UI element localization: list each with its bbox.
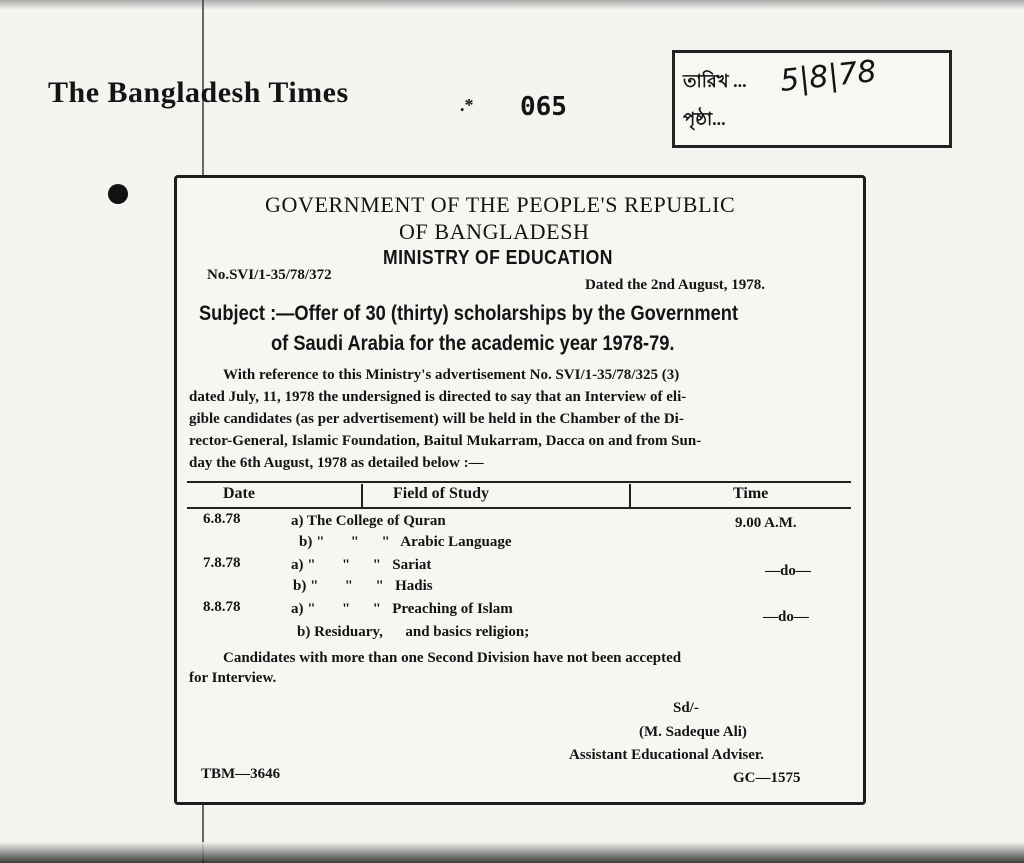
stamp-page-label: পৃষ্ঠা... [683,109,726,129]
row-field: b) " " " Arabic Language [299,534,512,550]
row-field: a) " " " Preaching of Islam [291,601,513,617]
note-line: Candidates with more than one Second Division have not been accepted [223,650,682,666]
page-number: 065 [520,92,567,122]
table-column-divider [629,484,631,508]
row-time: —do— [763,609,809,625]
notice-date: Dated the 2nd August, 1978. [585,277,766,293]
notice-heading-line1: GOVERNMENT OF THE PEOPLE'S REPUBLIC [265,192,736,217]
signatory-designation: Assistant Educational Adviser. [569,747,764,763]
table-header-field: Field of Study [393,485,490,502]
row-field: a) " " " Sariat [291,557,432,573]
stamp-date-label: তারিখ ... [683,71,747,91]
signature-mark: Sd/- [673,700,699,716]
row-date: 7.8.78 [203,555,241,571]
gc-code: GC—1575 [733,770,801,786]
top-edge-shadow [0,0,1024,10]
ministry-name: MINISTRY OF EDUCATION [383,247,613,269]
table-header-rule [187,507,851,509]
table-header-date: Date [223,485,255,502]
body-line: rector-General, Islamic Foundation, Baitul Mukarram, Dacca on and from Sun- [189,433,702,449]
government-notice [174,175,866,805]
row-field: b) " " " Hadis [293,578,433,594]
row-time: —do— [765,563,811,579]
stamp-handwritten-date: 5|8|78 [778,54,879,99]
table-column-divider [361,484,363,508]
signatory-name: (M. Sadeque Ali) [639,724,747,740]
tbm-code: TBM—3646 [201,766,281,782]
row-date: 8.8.78 [203,599,241,615]
newspaper-masthead: The Bangladesh Times [48,76,349,109]
bottom-edge-shadow [0,842,1024,863]
date-stamp [672,50,952,148]
body-line: dated July, 11, 1978 the undersigned is directed to say that an Interview of eli- [189,389,687,405]
row-time: 9.00 A.M. [735,515,797,531]
subject-line2: of Saudi Arabia for the academic year 1978-79. [271,332,675,355]
speck: .* [460,95,474,115]
subject-line1: Subject :—Offer of 30 (thirty) scholarships by the Government [199,302,739,325]
row-field: a) The College of Quran [291,513,446,529]
table-header-time: Time [733,485,769,502]
reference-number: No.SVI/1-35/78/372 [207,267,332,283]
row-date: 6.8.78 [203,511,241,527]
table-top-rule [187,481,851,483]
bullet-dot-icon [108,184,128,204]
note-line: for Interview. [189,670,277,686]
body-line: gible candidates (as per advertisement) will be held in the Chamber of the Di- [189,411,684,427]
notice-heading-line2: OF BANGLADESH [399,219,590,244]
body-line: day the 6th August, 1978 as detailed below :— [189,455,484,471]
row-field: b) Residuary, and basics religion; [297,624,530,640]
body-line: With reference to this Ministry's advertisement No. SVI/1-35/78/325 (3) [223,367,680,383]
